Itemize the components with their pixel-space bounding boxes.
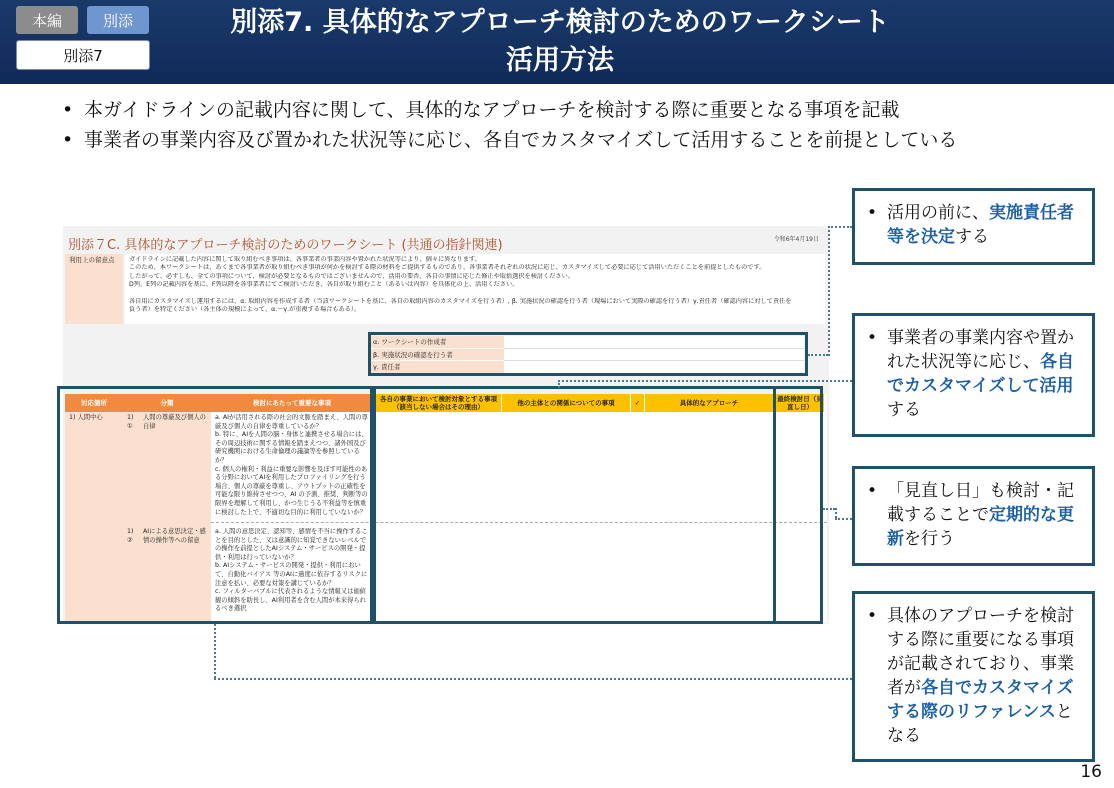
note-line: 負う者）を特定ください（各主体の規模によって、α.〜γ.が重複する場合もある）。 (129, 306, 361, 314)
highlight-resp (368, 332, 808, 376)
connector (835, 518, 852, 520)
connector (835, 508, 837, 518)
row-area: 1) 人間中心 (69, 414, 103, 421)
callout-reference (852, 591, 1095, 762)
bullet-mark: • (867, 481, 878, 501)
highlight-review (773, 386, 823, 624)
slide-title: 別添7. 具体的なアプローチ検討のためのワークシート (230, 7, 890, 38)
connector (808, 354, 828, 356)
row-category: 人間の尊厳及び個人の自律 (143, 414, 206, 430)
callout-text: を行う (904, 529, 955, 549)
bullet-text: 事業者の事業内容及び置かれた状況等に応じ、各自でカスタマイズして活用することを前提としている (84, 129, 958, 151)
connector (828, 226, 852, 228)
slide-subtitle: 活用方法 (506, 45, 614, 76)
callout-highlight: 各自でカスタマイズする際のリファレンス (887, 678, 1074, 722)
bullet-item (62, 97, 899, 123)
connector (558, 380, 852, 382)
resp-label: γ. 責任者 (370, 361, 504, 374)
resp-label: β. 実施状況の確認を行う者 (370, 349, 504, 362)
callout-text: する (955, 227, 989, 247)
worksheet-title: 別添７C. 具体的なアプローチ検討のためのワークシート (共通の指針関連) (68, 238, 503, 253)
row-number: 1) ② (127, 528, 134, 544)
row-number: 1) ① (127, 414, 134, 430)
bullet-item (62, 127, 957, 153)
callout-review-date (852, 466, 1095, 566)
callout-text: となる (887, 702, 1073, 746)
note-line (129, 290, 821, 298)
col-header-category: 分類 (123, 394, 211, 412)
col-header-important: 検討にあたって重要な事項 (211, 394, 373, 412)
callout-responsible (852, 188, 1095, 265)
bullet-mark: • (867, 606, 878, 626)
worksheet-date: 令和6年4月19日 (773, 236, 819, 243)
tab-bessou[interactable]: 別添 (87, 6, 149, 34)
callout-text: 「見直し日」も検討・記載することで (887, 481, 1074, 525)
connector (823, 508, 835, 510)
note-text (125, 254, 825, 324)
callout-text: 具体のアプローチを検討する際に重要になる事項が記載されており、事業者が (887, 606, 1074, 698)
section-label: 別添7 (16, 40, 150, 70)
callout-highlight: 各自でカスタマイズして活用 (887, 352, 1074, 396)
bullet-text: 本ガイドラインの記載内容に関して、具体的なアプローチを検討する際に重要となる事項を記載 (84, 99, 900, 121)
row-important: a. 人間の意思決定、認知等、感情を不当に操作することを目的とした、又は意識的に知覚できないレベルでの操作を前提としたAIシステム・サービスの開発・提供・利用は行っていないか？ b. AIシステム・サービスの開発・提供・利用において、自動化バイアス 等のAIに過度に依存するリスクに注意を払い、必要な対策を講じているか？ c. フィルターバブルに代表されるような情報又は価値観の傾斜を助長し、AI利用者を含む人間が本来得られるべき選択 (215, 528, 368, 613)
bullet-mark: • (867, 328, 878, 348)
col-header-relation: 他の主体との関係についての事項 (502, 394, 630, 412)
callout-highlight: 実施責任者等を決定 (887, 203, 1074, 247)
connector (214, 624, 216, 678)
row-category: AIによる意思決定・感情の操作等への留意 (143, 528, 206, 544)
col-header-review: 最終検討日（見直し日） (777, 395, 823, 411)
col-header-approach: 具体的なアプローチ (645, 394, 773, 412)
resp-label: α. ワークシートの作成者 (370, 336, 504, 349)
callout-text: 事業者の事業内容や置かれた状況等に応じ、 (887, 328, 1074, 372)
row-important: a. AIが活用される際の社会的文脈を踏まえ、人間の尊厳及び個人の自律を尊重しているか？ b. 特に、AIを人間の脳・身体と連携させる場合には、その周辺技術に関する情報を踏まえつつ、諸外国及び研究機関における生命倫理の議論等を参照しているか？ c. 個人の権利・利益に重要な影響を及ぼす可能性のある分野においてAIを利用したプロファイリングを行う場合、個人の尊厳を尊重し、アウトプットの正確性を可能な限り維持させつつ、AI の予測、推奨、判断等の限界を理解して利用し、かつ生じうる不利益等を慎重に検討した上で、不適切な目的に利用していないか？ (215, 414, 368, 516)
note-line: 各自用にカスタマイズし運用するには、α. 取組内容を作成する者（当該ワークシートを基に、各自の取組内容のカスタマイズを行う者）, β. 実施状況の確認を行う者（現場において実際の確認を行う者）γ.責任者（確認内容に対して責任を (129, 298, 792, 306)
connector (828, 226, 830, 356)
highlight-reference (57, 386, 373, 624)
note-line: D列、E列の記載内容を基に、F列以降を各事業者にてご検討いただき、各自が取り組むこと（あるいは内容）を具体化の上、活用ください。 (129, 281, 519, 289)
note-line: したがって、必ずしも、全ての事項について、検討が必要となるものではございませんので、活用の要否、各自の事情に応じた修正や取捨選択を検討ください。 (129, 272, 574, 280)
col-header-area: 対応箇所 (65, 394, 123, 412)
tab-honpen[interactable]: 本編 (16, 6, 78, 34)
bullet-mark: • (62, 99, 74, 121)
col-header-target: 各自の事業において検討対象とする事項（該当しない場合はその理由） (376, 394, 501, 412)
note-line: ガイドラインに記載した内容に関して取り組むべき事項は、各事業者の事業内容や置かれた状況等により、個々に異なります。 (129, 256, 481, 263)
bullet-mark: • (867, 203, 878, 223)
note-label: 利用上の留意点 (65, 254, 123, 324)
connector (214, 678, 852, 680)
callout-customize (852, 313, 1095, 437)
highlight-customize (373, 386, 776, 624)
page-number: 16 (1080, 762, 1102, 782)
col-header-check: ✓ (631, 394, 644, 412)
callout-highlight: 定期的な更新 (887, 505, 1074, 549)
callout-text: 活用の前に、 (887, 203, 989, 223)
note-line: このため、本ワークシートは、あくまで各事業者が取り組むべき事項が何かを検討する際の材料をご提供するものであり、各事業者それぞれの状況に応じ、カスタマイズして必要に応じて活用いただくことを前提としたものです。 (129, 264, 766, 272)
callout-text: する (887, 400, 921, 420)
bullet-mark: • (62, 129, 74, 151)
header-bar (0, 0, 1114, 84)
